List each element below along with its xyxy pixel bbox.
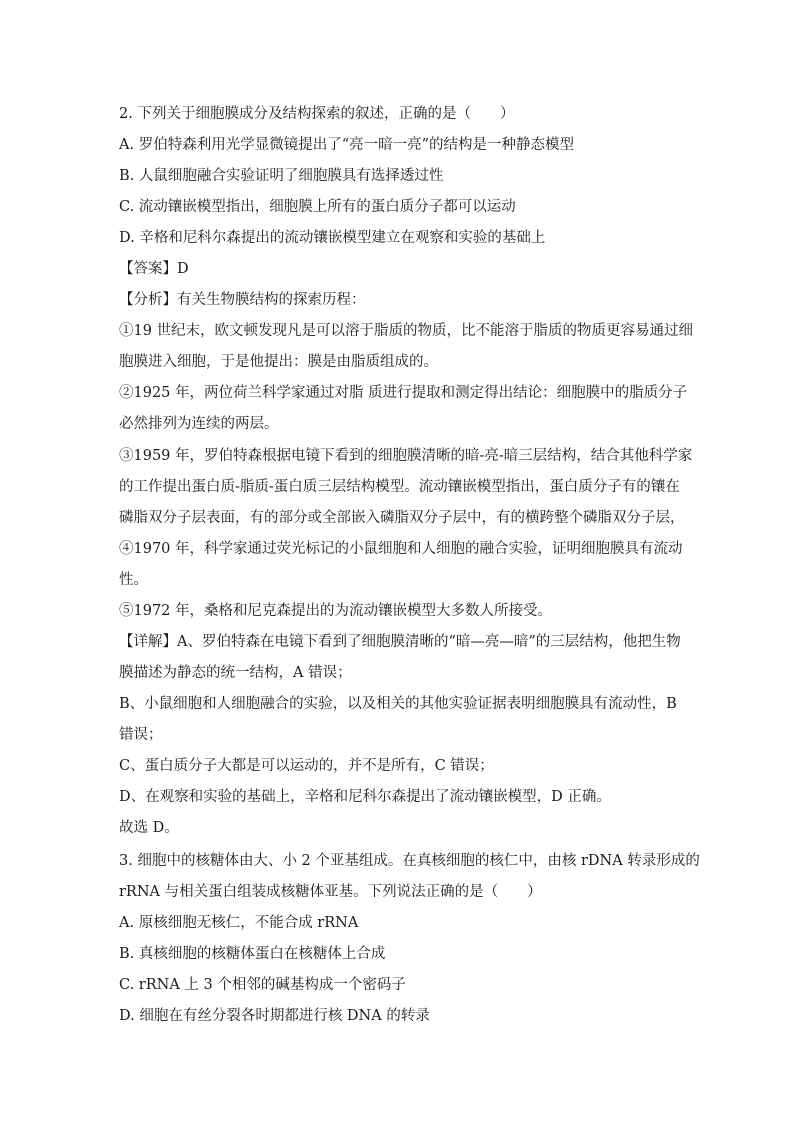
q3-option-b: B. 真核细胞的核糖体蛋白在核糖体上合成 xyxy=(119,946,386,962)
q2-answer: 【答案】D xyxy=(119,261,189,277)
detail-line: 膜描述为静态的统一结构，A 错误； xyxy=(119,665,352,681)
q2-stem: 2. 下列关于细胞膜成分及结构探索的叙述，正确的是（ ） xyxy=(119,106,515,122)
analysis-line: 必然排列为连续的两层。 xyxy=(119,416,279,432)
detail-line: C、蛋白质分子大都是可以运动的，并不是所有，C 错误； xyxy=(119,758,494,774)
q2-analysis-heading: 【分析】有关生物膜结构的探索历程： xyxy=(119,292,366,308)
analysis-line: ④1970 年，科学家通过荧光标记的小鼠细胞和人细胞的融合实验，证明细胞膜具有流动 xyxy=(119,541,683,557)
detail-line: D、在观察和实验的基础上，辛格和尼科尔森提出了流动镶嵌模型，D 正确。 xyxy=(119,789,611,805)
analysis-line: 胞膜进入细胞，于是他提出：膜是由脂质组成的。 xyxy=(119,354,438,370)
analysis-line: ②1925 年，两位荷兰科学家通过对脂 质进行提取和测定得出结论：细胞膜中的脂质分子 xyxy=(119,385,688,401)
q2-conclusion: 故选 D。 xyxy=(119,820,179,836)
analysis-line: 磷脂双分子层表面，有的部分或全部嵌入磷脂双分子层中，有的横跨整个磷脂双分子层， xyxy=(119,510,685,526)
detail-line: B、小鼠细胞和人细胞融合的实验，以及相关的其他实验证据表明细胞膜具有流动性，B xyxy=(119,696,677,712)
q2-option-b: B. 人鼠细胞融合实验证明了细胞膜具有选择透过性 xyxy=(119,168,444,184)
q2-option-d: D. 辛格和尼科尔森提出的流动镶嵌模型建立在观察和实验的基础上 xyxy=(119,230,546,246)
q3-option-a: A. 原核细胞无核仁，不能合成 rRNA xyxy=(119,915,359,931)
analysis-line: ③1959 年，罗伯特森根据电镜下看到的细胞膜清晰的暗-亮-暗三层结构，结合其他科学家 xyxy=(119,448,693,464)
analysis-line: ⑤1972 年，桑格和尼克森提出的为流动镶嵌模型大多数人所接受。 xyxy=(119,603,553,619)
analysis-line: ①19 世纪末，欧文顿发现凡是可以溶于脂质的物质，比不能溶于脂质的物质更容易通过细 xyxy=(119,323,694,339)
detail-line: 错误； xyxy=(119,727,163,743)
q3-option-d: D. 细胞在有丝分裂各时期都进行核 DNA 的转录 xyxy=(119,1008,430,1024)
q3-stem: 3. 细胞中的核糖体由大、小 2 个亚基组成。在真核细胞的核仁中，由核 rDNA 转录形成的 xyxy=(119,853,700,869)
q2-option-c: C. 流动镶嵌模型指出，细胞膜上所有的蛋白质分子都可以运动 xyxy=(119,199,516,215)
detail-line: 【详解】A、罗伯特森在电镜下看到了细胞膜清晰的“暗—亮—暗”的三层结构，他把生物 xyxy=(119,634,681,650)
q3-stem: rRNA 与相关蛋白组装成核糖体亚基。下列说法正确的是（ ） xyxy=(119,884,542,900)
q2-option-a: A. 罗伯特森利用光学显微镜提出了“亮一暗一亮”的结构是一种静态模型 xyxy=(119,137,575,153)
q3-option-c: C. rRNA 上 3 个相邻的碱基构成一个密码子 xyxy=(119,977,406,993)
analysis-line: 的工作提出蛋白质-脂质-蛋白质三层结构模型。流动镶嵌模型指出，蛋白质分子有的镶在 xyxy=(119,479,680,495)
analysis-line: 性。 xyxy=(119,572,148,588)
